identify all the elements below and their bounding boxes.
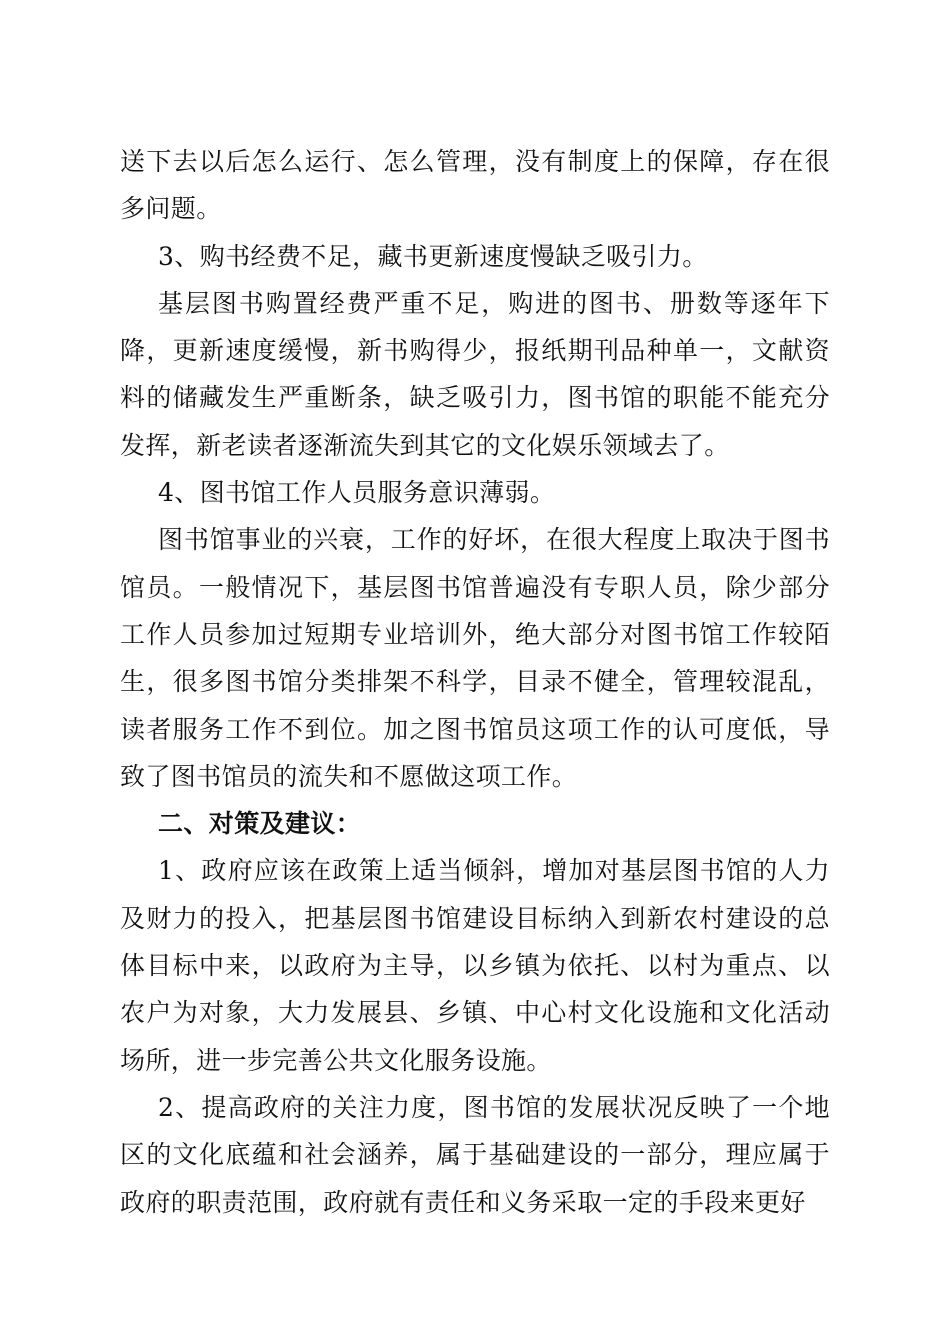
suggestion-1: 1、政府应该在政策上适当倾斜，增加对基层图书馆的人力及财力的投入，把基层图书馆建设目标纳入到新农村建设的总体目标中来，以政府为主导，以乡镇为依托、以村为重点、以农户为对象，大力发展县、乡镇、中心村文化设施和文化活动场所，进一步完善公共文化服务设施。 [120, 856, 830, 1075]
list-item-4: 4、图书馆工作人员服务意识薄弱。 [158, 478, 556, 508]
section-heading: 二、对策及建议： [158, 809, 362, 839]
suggestion-2: 2、提高政府的关注力度，图书馆的发展状况反映了一个地区的文化底蕴和社会涵养，属于基础建设的一部分，理应属于政府的职责范围，政府就有责任和义务采取一定的手段来更好 [120, 1092, 830, 1217]
paragraph-funding: 基层图书购置经费严重不足，购进的图书、册数等逐年下降，更新速度缓慢，新书购得少，报纸期刊品种单一，文献资料的储藏发生严重断条，缺乏吸引力，图书馆的职能不能充分发挥，新老读者逐渐流失到其它的文化娱乐领域去了。 [120, 288, 830, 460]
paragraph-continuation: 送下去以后怎么运行、怎么管理，没有制度上的保障，存在很多问题。 [120, 147, 830, 224]
list-item-3: 3、购书经费不足，藏书更新速度慢缺乏吸引力。 [158, 241, 708, 271]
paragraph-staff: 图书馆事业的兴衰，工作的好坏，在很大程度上取决于图书馆员。一般情况下，基层图书馆普遍没有专职人员，除少部分工作人员参加过短期专业培训外，绝大部分对图书馆工作较陌生，很多图书馆分类排架不科学，目录不健全，管理较混乱，读者服务工作不到位。加之图书馆员这项工作的认可度低，导致了图书馆员的流失和不愿做这项工作。 [120, 525, 830, 791]
document-body [120, 138, 830, 1226]
